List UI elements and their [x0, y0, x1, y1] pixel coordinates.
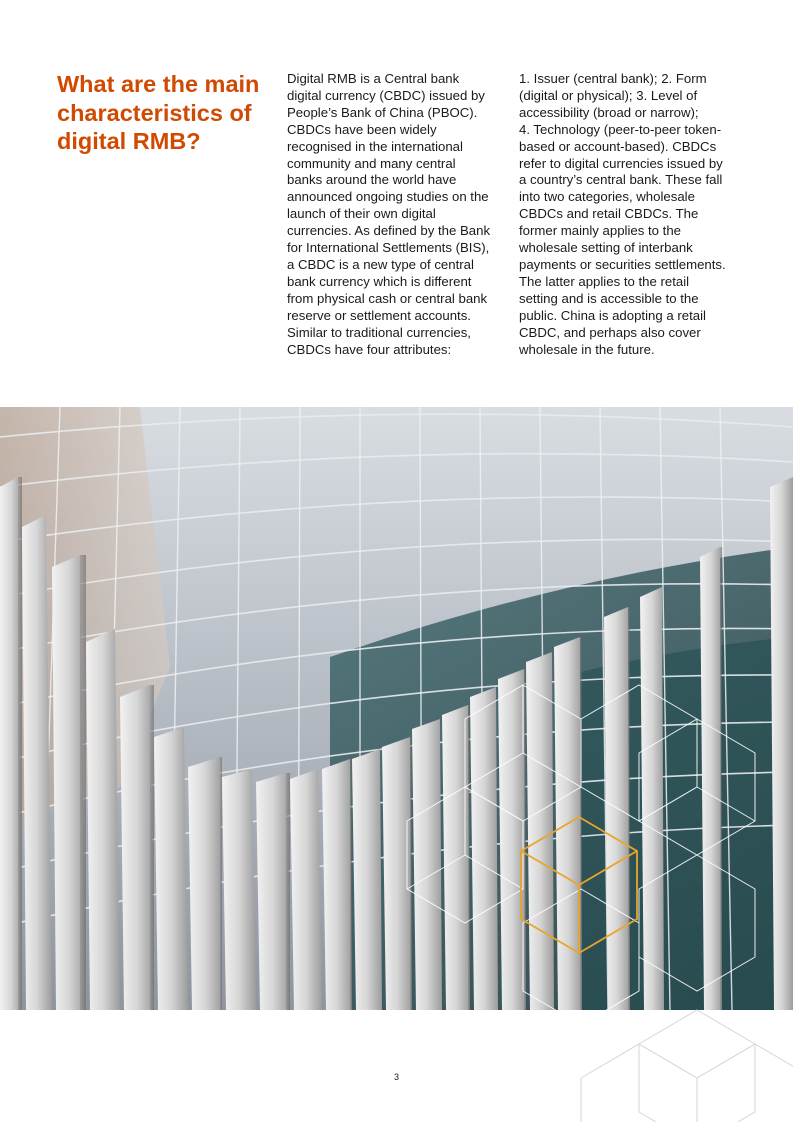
text-line: CBDCs have four attributes:	[287, 341, 452, 357]
text-line: digital currency (CBDC) issued by	[287, 87, 485, 103]
text-line: accessibility (broad or narrow);	[519, 104, 699, 120]
text-line: based or account-based). CBDCs	[519, 138, 717, 154]
text-line: into two categories, wholesale	[519, 189, 695, 205]
text-line: CBDC, and perhaps also cover	[519, 324, 701, 340]
text-line: 4. Technology (peer-to-peer token-	[519, 121, 722, 137]
cube-outline-decoration	[560, 990, 793, 1122]
text-line: The latter applies to the retail	[519, 273, 690, 289]
text-line: banks around the world have	[287, 172, 457, 188]
text-line: setting and is accessible to the	[519, 290, 699, 306]
text-line: reserve or settlement accounts.	[287, 307, 471, 323]
text-line: announced ongoing studies on the	[287, 189, 489, 205]
text-line: wholesale setting of interbank	[519, 240, 693, 256]
text-line: a CBDC is a new type of central	[287, 256, 474, 272]
text-line: (digital or physical); 3. Level of	[519, 87, 698, 103]
page-number: 3	[393, 1072, 399, 1082]
heading-line: characteristics of	[57, 99, 252, 126]
heading-line: digital RMB?	[57, 128, 201, 154]
heading-line: What are the main	[57, 71, 260, 97]
text-line: community and many central	[287, 155, 456, 171]
page-heading	[57, 70, 272, 156]
text-line: wholesale in the future.	[519, 341, 655, 357]
body-column-1	[287, 71, 509, 358]
text-line: bank currency which is different	[287, 273, 472, 289]
text-line: People’s Bank of China (PBOC).	[287, 104, 478, 120]
text-line: public. China is adopting a retail	[519, 307, 706, 323]
text-line: Similar to traditional currencies,	[287, 324, 471, 340]
text-line: Digital RMB is a Central bank	[287, 71, 460, 86]
text-line: currencies. As defined by the Bank	[287, 223, 491, 239]
text-line: former mainly applies to the	[519, 223, 681, 239]
text-line: launch of their own digital	[287, 206, 436, 222]
text-line: CBDCs and retail CBDCs. The	[519, 206, 699, 222]
text-line: CBDCs have been widely	[287, 121, 437, 137]
reflection-area	[560, 637, 793, 1010]
facade-illustration	[0, 407, 793, 1010]
text-line: a country’s central bank. These fall	[519, 172, 723, 188]
building-facade-photo	[0, 407, 793, 1010]
text-line: from physical cash or central bank	[287, 290, 488, 306]
text-line: recognised in the international	[287, 138, 463, 154]
text-line: payments or securities settlements.	[519, 256, 726, 272]
body-column-2	[519, 71, 741, 358]
text-line: 1. Issuer (central bank); 2. Form	[519, 71, 707, 86]
text-line: for International Settlements (BIS),	[287, 240, 490, 256]
text-line: refer to digital currencies issued by	[519, 155, 723, 171]
